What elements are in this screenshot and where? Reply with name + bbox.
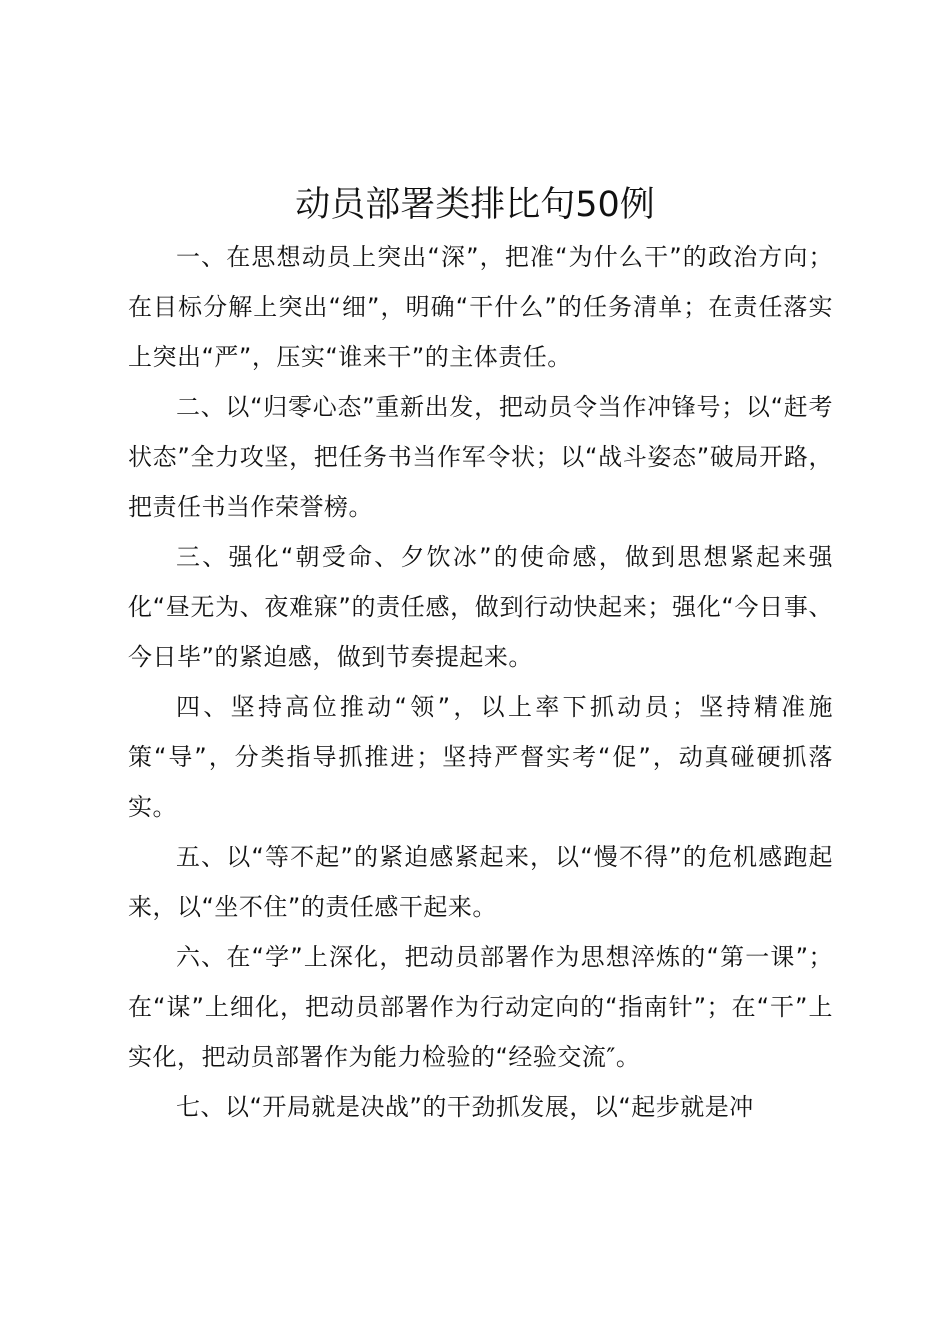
paragraph-3: 三、强化“朝受命、夕饮冰”的使命感，做到思想紧起来强化“昼无为、夜难寐”的责任感，做到行动快起来；强化“今日事、今日毕”的紧迫感，做到节奏提起来。 xyxy=(128,543,833,671)
paragraph-6: 六、在“学”上深化，把动员部署作为思想淬炼的“第一课”；在“谋”上细化，把动员部署作为行动定向的“指南针”；在“干”上实化，把动员部署作为能力检验的“经验交流″。 xyxy=(128,943,833,1071)
paragraph-2: 二、以“归零心态”重新出发，把动员令当作冲锋号；以“赶考状态”全力攻坚，把任务书当作军令状；以“战斗姿态”破局开路，把责任书当作荣誉榜。 xyxy=(128,393,833,521)
paragraph-4: 四、坚持高位推动“领”，以上率下抓动员；坚持精准施策“导”，分类指导抓推进；坚持严督实考“促”，动真碰硬抓落实。 xyxy=(128,693,833,821)
document-title: 动员部署类排比句50例 xyxy=(295,185,655,225)
paragraph-1: 一、在思想动员上突出“深”，把准“为什么干”的政治方向；在目标分解上突出“细”，明确“干什么”的任务清单；在责任落实上突出“严”，压实“谁来干”的主体责任。 xyxy=(128,243,833,371)
paragraph-7: 七、以“开局就是决战”的干劲抓发展，以“起步就是冲 xyxy=(176,1093,754,1121)
document-body xyxy=(128,232,833,1132)
paragraph-5: 五、以“等不起”的紧迫感紧起来，以“慢不得”的危机感跑起来，以“坐不住”的责任感干起来。 xyxy=(128,843,833,921)
